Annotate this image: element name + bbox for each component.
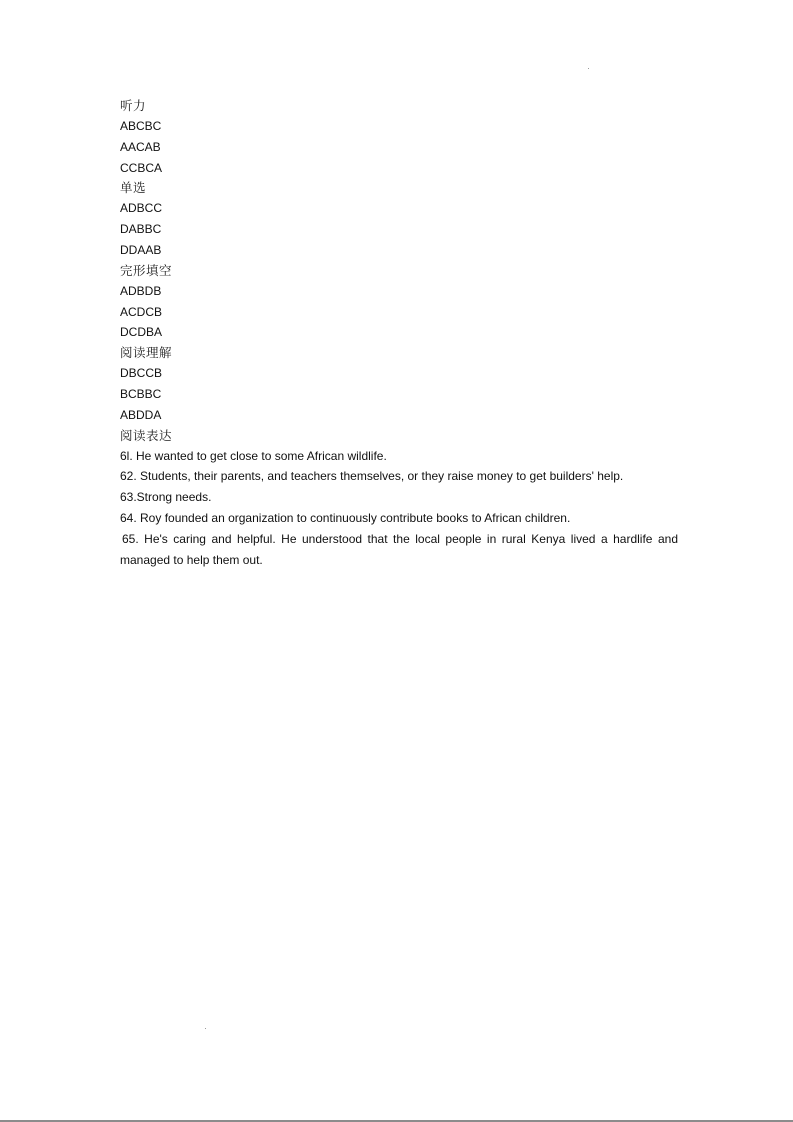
section-cloze [120,261,678,343]
answer-row: ABCBC [120,119,162,133]
answer-row: AACAB [120,139,161,154]
section-reading [120,343,678,425]
answer-list [120,363,678,425]
section-heading: 单选 [120,180,147,196]
expression-answer: 63.Strong needs. [120,490,212,505]
answer-row: ACDCB [120,304,163,319]
answer-row: DDAAB [120,242,162,257]
answer-list [120,198,678,260]
answer-row: DABBC [120,222,162,237]
answer-row: DBCCB [120,366,163,381]
section-reading-expression [120,426,678,571]
answer-row: BCBBC [120,386,162,401]
section-single-choice [120,178,678,260]
section-heading: 完形填空 [120,262,173,278]
section-listening [120,96,678,178]
expression-answer: 64. Roy founded an organization to continuously contribute books to African children. [120,510,571,525]
answer-row: DCDBA [120,325,163,340]
scan-mark-bottom [205,1028,206,1029]
answer-row: CCBCA [120,160,163,175]
expression-answer: 6l. He wanted to get close to some African wildlife. [120,448,387,463]
section-heading: 阅读表达 [120,427,173,443]
expression-answer: 62. Students, their parents, and teachers themselves, or they raise money to get builders' help. [120,469,624,484]
answer-row: ADBDB [120,283,162,298]
scan-mark-top [588,68,589,69]
answer-list [120,116,678,178]
answer-list [120,281,678,343]
section-heading: 阅读理解 [120,345,173,361]
section-heading: 听力 [120,98,147,113]
answer-key [120,96,678,570]
answer-row: ABDDA [120,407,162,422]
expression-answer: 65. He's caring and helpful. He understood that the local people in rural Kenya lived a hardlife and managed to help them out. [120,531,678,567]
answer-row: ADBCC [120,201,163,216]
